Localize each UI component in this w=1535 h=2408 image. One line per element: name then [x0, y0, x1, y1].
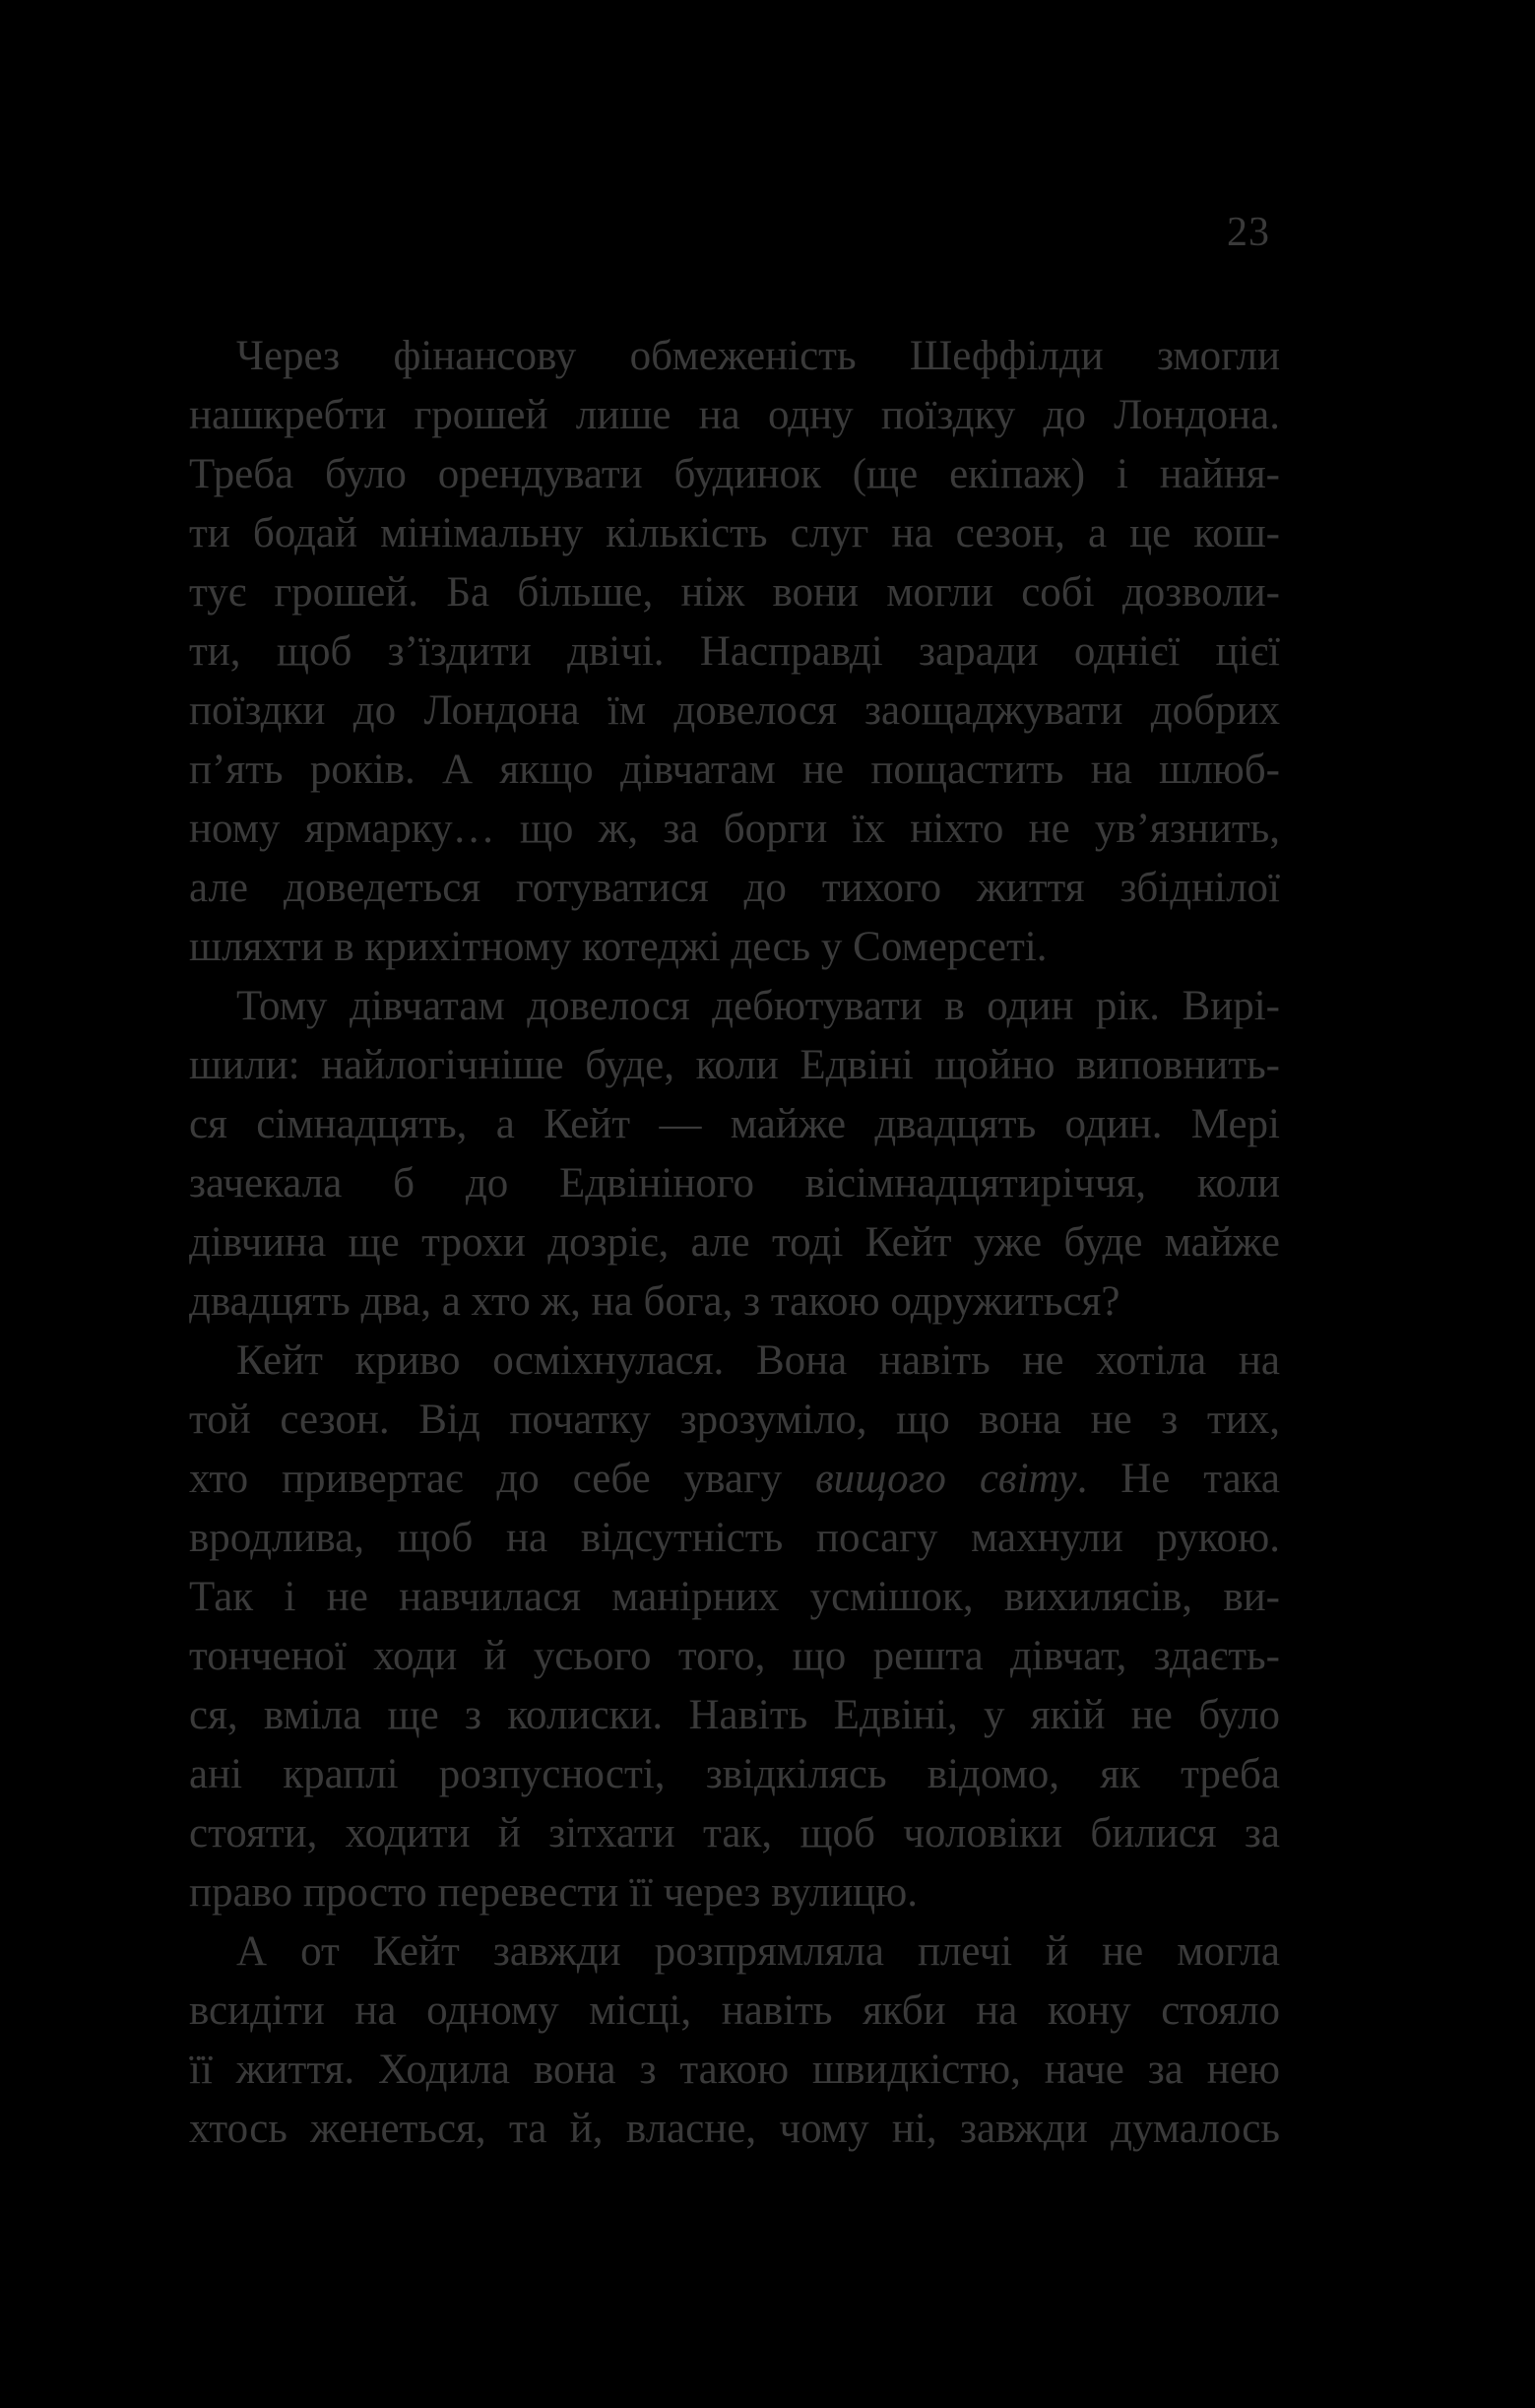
- text-line: п’ять років. А якщо дівчатам не пощастить на шлюб-: [189, 747, 1280, 793]
- text-line: шляхти в крихітному котеджі десь у Сомерсеті.: [189, 924, 1048, 970]
- text-line: нашкребти грошей лише на одну поїздку до Лондона.: [189, 392, 1280, 438]
- text-line: всидіти на одному місці, навіть якби на кону стояло: [189, 1987, 1280, 2034]
- text-run: . Не така: [1076, 1456, 1280, 1502]
- text-line: Так і не навчилася манірних усмішок, вихилясів, ви-: [189, 1574, 1280, 1620]
- text-line: ані краплі розпусності, звідкілясь відомо, як треба: [189, 1751, 1280, 1797]
- text-line: той сезон. Від початку зрозуміло, що вона не з тих,: [189, 1397, 1280, 1443]
- text-line: Кейт криво осміхнулася. Вона навіть не хотіла на: [236, 1337, 1280, 1384]
- paragraph: [189, 1922, 1280, 2159]
- text-line: ному ярмарку… що ж, за борги їх ніхто не ув’язнить,: [189, 806, 1280, 852]
- page-text: [189, 327, 1280, 2159]
- text-line: ти, щоб з’їздити двічі. Насправді заради однієї цієї: [189, 628, 1280, 675]
- text-line: тує грошей. Ба більше, ніж вони могли собі дозволи-: [189, 569, 1280, 616]
- paragraph: [189, 977, 1280, 1332]
- text-line: Треба було орендувати будинок (ще екіпаж) і найня-: [189, 451, 1280, 497]
- text-line: стояти, ходити й зітхати так, щоб чоловіки билися за: [189, 1810, 1280, 1856]
- text-line: право просто перевести її через вулицю.: [189, 1869, 919, 1916]
- text-line: Тому дівчатам довелося дебютувати в один рік. Вирі-: [236, 983, 1280, 1029]
- text-line: але доведеться готуватися до тихого життя збіднілої: [189, 865, 1280, 911]
- text-line: ся сімнадцять, а Кейт — майже двадцять один. Мері: [189, 1101, 1280, 1147]
- text-line: вродлива, щоб на відсутність посагу махнули рукою.: [189, 1515, 1280, 1561]
- text-line: дівчина ще трохи дозріє, але тоді Кейт уже буде майже: [189, 1219, 1280, 1266]
- text-line: шили: найлогічніше буде, коли Едвіні щойно виповнить-: [189, 1042, 1280, 1088]
- text-line: ся, вміла ще з колиски. Навіть Едвіні, у якій не було: [189, 1692, 1280, 1738]
- text-line: Через фінансову обмеженість Шеффілди змогли: [236, 333, 1280, 379]
- text-line: [189, 1450, 1280, 1509]
- paragraph: [189, 327, 1280, 977]
- text-line: двадцять два, а хто ж, на бога, з такою одружиться?: [189, 1278, 1120, 1325]
- page-number: 23: [1227, 210, 1270, 255]
- text-line: поїздки до Лондона їм довелося заощаджувати добрих: [189, 687, 1280, 734]
- text-line: тонченої ходи й усього того, що решта дівчат, здаєть-: [189, 1633, 1280, 1679]
- text-line: ти бодай мінімальну кількість слуг на сезон, а це кош-: [189, 510, 1280, 556]
- text-line: зачекала б до Едвініного вісімнадцятиріччя, коли: [189, 1160, 1280, 1206]
- text-run: хто привертає до себе увагу: [189, 1456, 815, 1502]
- text-line: хтось женеться, та й, власне, чому ні, завжди думалось: [189, 2106, 1280, 2152]
- paragraph: [189, 1332, 1280, 1922]
- text-line: її життя. Ходила вона з такою швидкістю, наче за нею: [189, 2047, 1280, 2093]
- italic-phrase: вищого світу: [815, 1456, 1077, 1502]
- text-line: А от Кейт завжди розпрямляла плечі й не могла: [236, 1928, 1280, 1975]
